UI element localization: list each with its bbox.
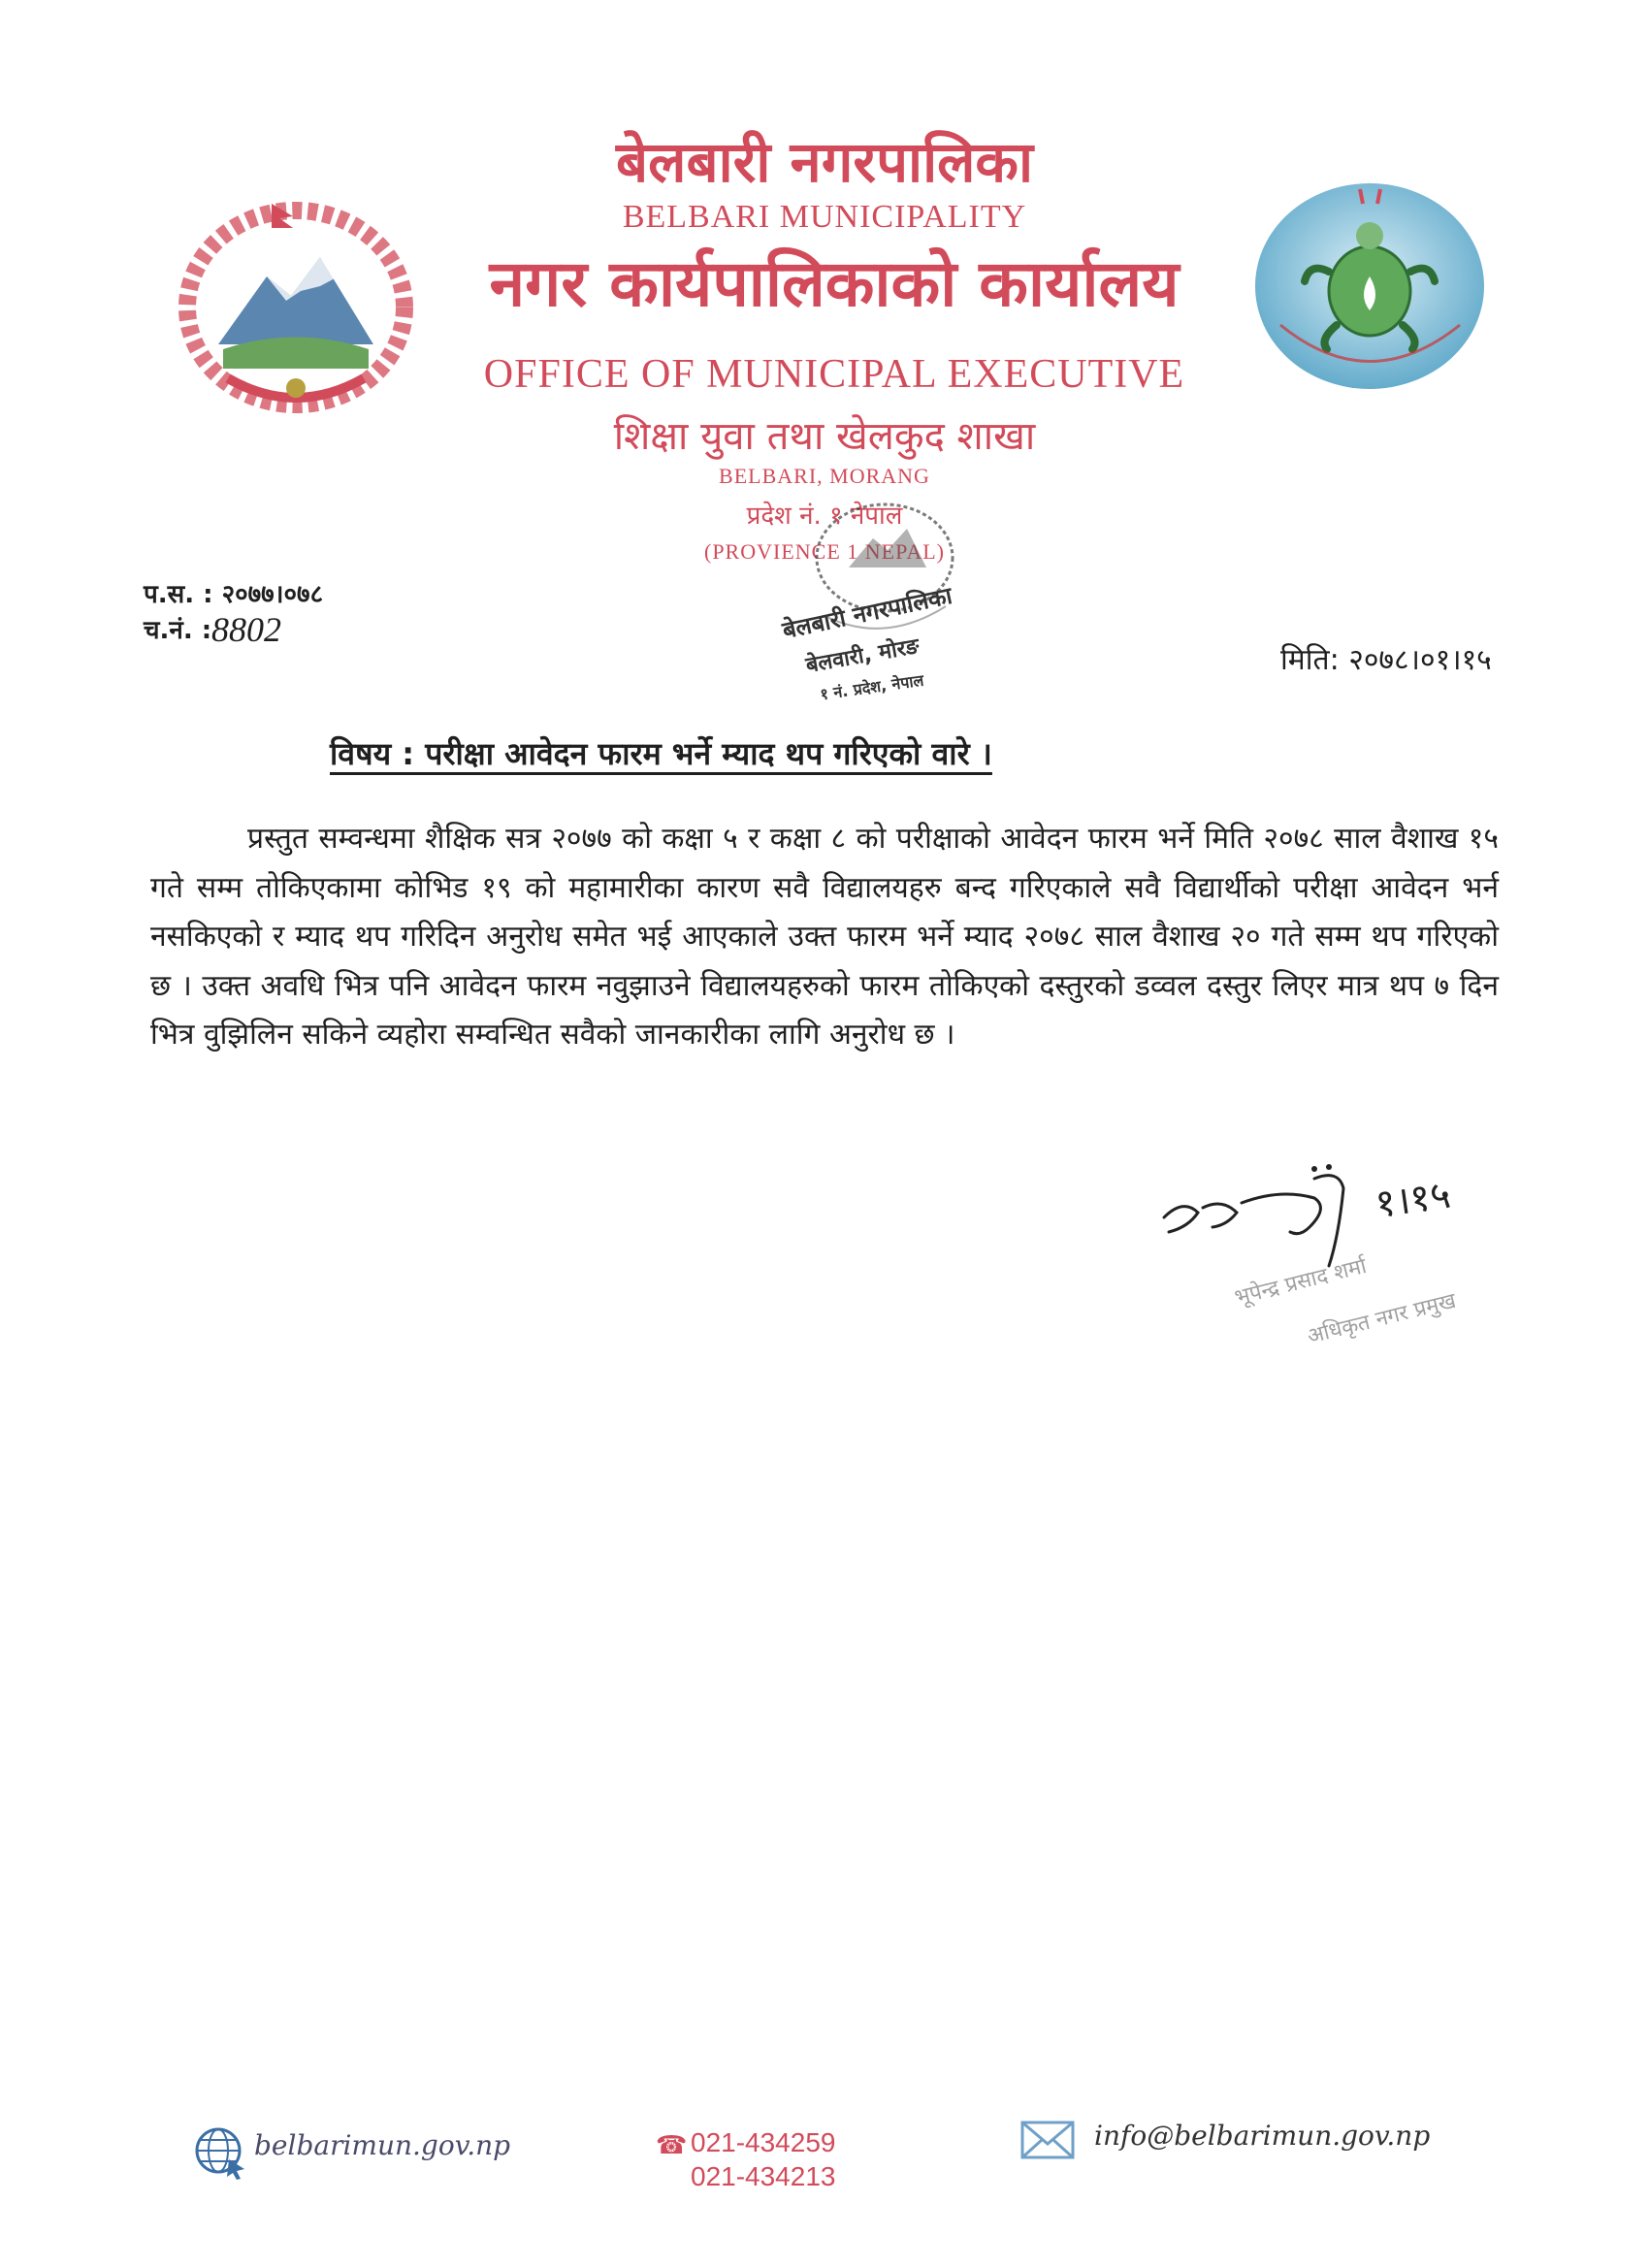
website-link[interactable]: belbarimun.gov.np [254, 2129, 511, 2161]
fiscal-year-label: प.स. : २०७७।०७८ [144, 580, 324, 609]
globe-icon [192, 2124, 248, 2181]
province-np: प्रदेश नं. १ नेपाल [746, 502, 903, 531]
org-name-en: BELBARI MUNICIPALITY [622, 199, 1027, 235]
signature-stamp-line-2: अधिकृत नगर प्रमुख [1305, 1288, 1459, 1349]
ref-number-label: च.नं. : [144, 616, 212, 645]
signature-icon [1145, 1159, 1552, 1373]
office-name-np: नगर कार्यपालिकाको कार्यालय [489, 246, 1180, 321]
email-link[interactable]: info@belbarimun.gov.np [1094, 2120, 1431, 2152]
nepal-emblem-icon [175, 199, 417, 422]
mail-icon [1020, 2121, 1075, 2159]
office-stamp-icon [766, 490, 1004, 723]
province-en: (PROVIENCE 1 NEPAL) [704, 539, 945, 564]
letter-date: मिति: २०७८।०१।१५ [1280, 643, 1492, 677]
phone-icon: ☎ [656, 2131, 688, 2160]
letter-body: प्रस्तुत सम्वन्धमा शैक्षिक सत्र २०७७ को कक्षा ५ र कक्षा ८ को परीक्षाको आवेदन फारम भर्ने मिति २०७८ साल वैशाख १५ गते सम्म तोकिएकामा कोभिड १९ को महामारीका कारण सवै विद्यालयहरु बन्द गरिएकाले सवै विद्यार्थीको परीक्षा आवेदन भर्न नसकिएको र म्याद थप गरिदिन अनुरोध समेत भई आएकाले उक्त फारम भर्ने म्याद २०७८ साल वैशाख २० गते सम्म थप गरिएको छ । उक्त अवधि भित्र पनि आवेदन फारम नवुझाउने विद्यालयहरुको फारम तोकिएको दस्तुरको डव्वल दस्तुर लिएर मात्र थप ७ दिन भित्र वुझिलिन सकिने व्यहोरा सम्वन्धित सवैको जानकारीका लागि अनुरोध छ । [150, 822, 1499, 1052]
phone-number-1: 021-434259 [691, 2127, 836, 2157]
office-name-en: OFFICE OF MUNICIPAL EXECUTIVE [483, 352, 1185, 397]
branch-name: शिक्षा युवा तथा खेलकुद शाखा [613, 414, 1036, 459]
subject-line: विषय : परीक्षा आवेदन फारम भर्ने म्याद थप गरिएको वारे । [330, 735, 992, 772]
stamp-line-2: बेलवारी, मोरङ [803, 633, 922, 679]
stamp-line-3: १ नं. प्रदेश, नेपाल [819, 670, 925, 704]
org-name-np: बेलबारी नगरपालिका [616, 129, 1033, 195]
address-en: BELBARI, MORANG [719, 464, 930, 488]
signature-stamp-line-1: भूपेन्द्र प्रसाद शर्मा [1232, 1253, 1370, 1311]
signature-date: १।१५ [1372, 1172, 1454, 1227]
stamp-line-1: बेलबारी नगरपालिका [780, 581, 954, 645]
belbari-turtle-logo-icon [1251, 179, 1489, 393]
phone-number-2: 021-434213 [691, 2161, 836, 2191]
ref-number-handwritten: 8802 [211, 610, 281, 649]
